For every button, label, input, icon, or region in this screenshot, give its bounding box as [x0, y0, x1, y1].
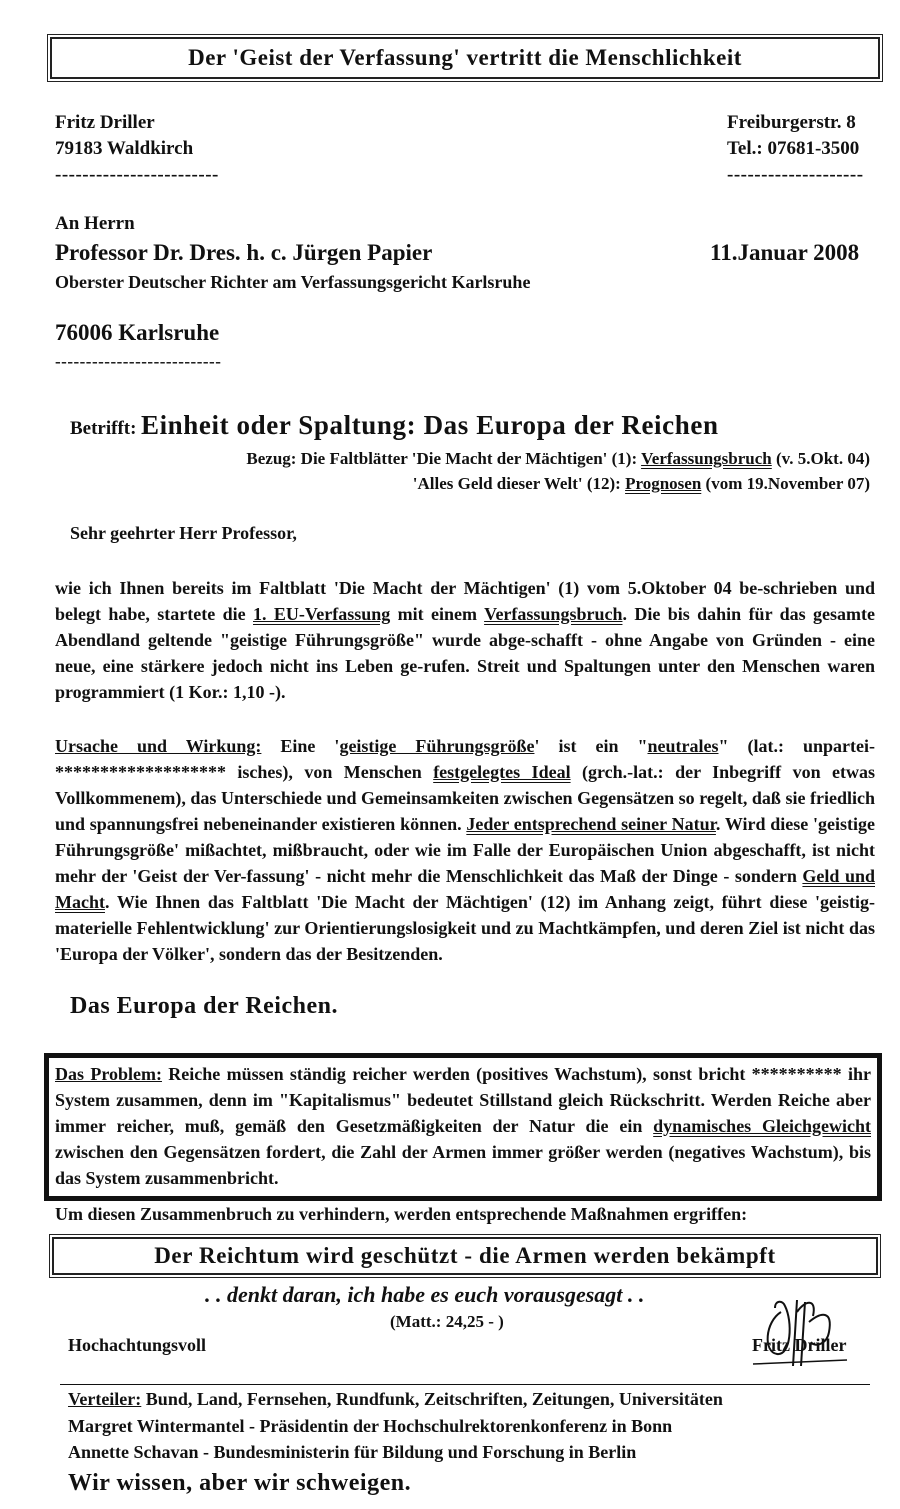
recipient-dash: --------------------------- — [55, 352, 222, 371]
final-line: Wir wissen, aber wir schweigen. — [68, 1470, 412, 1496]
recipient-name: Professor Dr. Dres. h. c. Jürgen Papier — [55, 240, 433, 265]
paragraph-2-ending: Das Europa der Reichen. — [70, 993, 338, 1019]
distribution-line-1 — [68, 1389, 723, 1410]
reference-2-suffix: (vom 19.November 07) — [701, 474, 870, 493]
sender-block — [55, 110, 219, 188]
greeting: Sehr geehrter Herr Professor, — [70, 523, 297, 543]
closing: Hochachtungsvoll — [68, 1335, 207, 1355]
reference-1-suffix: (v. 5.Okt. 04) — [771, 449, 870, 468]
p2-bold-4: Europäischen Union — [548, 840, 708, 860]
p2-bold-5: Geist der Ver-fassung — [137, 866, 305, 886]
p2-underline-1: festgelegtes Ideal — [433, 762, 571, 782]
sender-city: 79183 Waldkirch — [55, 138, 194, 159]
p2-bold-2: neutrales — [647, 736, 719, 756]
problem-text-2: ), sonst bricht — [636, 1064, 752, 1084]
subject-label: Betrifft: — [70, 418, 137, 439]
p2-text-11: ' zur Orientierungslosigkeit und zu Machtkämpfen, und deren Ziel ist nicht das 'Europa der Völker', sondern das der Besitzenden. — [55, 918, 875, 964]
p2-text-8: abgeschafft, ist nicht mehr der ' — [55, 840, 876, 886]
problem-text-3: ihr System zusammen, denn im " — [55, 1064, 871, 1110]
header-title: Der 'Geist der Verfassung' vertritt die Menschlichkeit — [188, 45, 742, 70]
p2-underline-3: Geld und Macht — [55, 866, 876, 912]
p2-text-7: ' mißachtet, mißbraucht, oder wie im Falle der — [174, 840, 549, 860]
subject-text: Einheit oder Spaltung: Das Europa der Reichen — [140, 410, 719, 440]
p2-text-3: " (lat.: unpartei- — [718, 736, 875, 756]
problem-bold-3: negatives Wachstum — [674, 1142, 833, 1162]
problem-heading: Das Problem: — [55, 1064, 162, 1084]
p1-underline-2: Verfassungsbruch — [484, 604, 623, 624]
p2-bold-3: geistige Führungsgröße — [55, 814, 875, 860]
distribution-rule — [60, 1384, 870, 1385]
letter-date: 11.Januar 2008 — [710, 240, 860, 265]
problem-bold-1: positives Wachstum — [482, 1064, 637, 1084]
p2-text-10: . Wie Ihnen das Faltblatt 'Die Macht der Mächtigen' (12) im Anhang zeigt, führt diese ' — [104, 892, 821, 912]
problem-underline-1: dynamisches Gleichgewicht — [653, 1116, 871, 1136]
problem-text-4: " bedeutet Stillstand gleich Rückschritt. Werden Reiche aber immer reicher, muß, gemäß den Gesetzmäßigkeiten der Natur die ein — [55, 1090, 871, 1136]
distribution-line-2: Margret Wintermantel - Präsidentin der Hochschulrektorenkonferenz in Bonn — [68, 1416, 673, 1436]
problem-stars: ********** — [751, 1064, 842, 1084]
header-box — [50, 37, 880, 79]
reference-1-prefix: Bezug: Die Faltblätter 'Die Macht der Mächtigen' (1): — [246, 449, 642, 468]
recipient-salutation: An Herrn — [55, 213, 135, 234]
sender-dash: ------------------------ — [55, 164, 219, 185]
problem-bold-2: Kapitalismus — [288, 1090, 392, 1110]
p1-text-4: " wurde abge-schafft - ohne Angabe von Gründen - eine neue, eine stärkere jedoch nicht ins Leben ge-rufen. Streit und Spaltungen unter den Menschen waren programmiert (1 Kor.: 1,10 -). — [55, 630, 875, 702]
sender-address-block — [727, 110, 864, 188]
p2-bold-6: geistig-materielle Fehlentwicklung — [55, 892, 875, 938]
p1-underline-1: 1. EU-Verfassung — [253, 604, 391, 624]
reference-line-2 — [413, 474, 870, 494]
bible-quote: . . denkt daran, ich habe es euch vorausgesagt . . — [205, 1282, 645, 1307]
reference-2-prefix: 'Alles Geld dieser Welt' (12): — [412, 474, 626, 493]
signature-name: Fritz Driller — [752, 1335, 847, 1355]
distribution-text-1: Bund, Land, Fernsehen, Rundfunk, Zeitschriften, Zeitungen, Universitäten — [141, 1389, 723, 1409]
p2-text-9: ' - nicht mehr die Menschlichkeit das Maß der Dinge - sondern — [304, 866, 803, 886]
p2-heading: Ursache und Wirkung: — [55, 736, 262, 756]
subject-line — [70, 410, 719, 441]
reference-1-bold: Verfassungsbruch — [641, 449, 772, 468]
p2-text-4: isches), von Menschen — [226, 762, 434, 782]
p1-text-2: mit einem — [390, 604, 485, 624]
problem-box — [44, 1053, 882, 1201]
recipient-city: 76006 Karlsruhe — [55, 320, 220, 345]
sender-dash-right: -------------------- — [727, 164, 864, 185]
p1-text-3: . Die bis dahin für das gesamte Abendland geltende " — [55, 604, 876, 650]
sender-street: Freiburgerstr. 8 — [727, 112, 856, 133]
p2-underline-2: Jeder entsprechend seiner Natur — [466, 814, 716, 834]
measures-line: Um diesen Zusammenbruch zu verhindern, werden entsprechende Maßnahmen ergriffen: — [55, 1204, 748, 1224]
distribution-line-3: Annette Schavan - Bundesministerin für Bildung und Forschung in Berlin — [68, 1442, 637, 1462]
paragraph-2 — [55, 733, 875, 967]
problem-text-5: zwischen den Gegensätzen fordert, die Zahl der Armen immer größer werden ( — [55, 1142, 675, 1162]
p1-bold-1: geistige Führungsgröße — [230, 630, 415, 650]
sender-tel: Tel.: 07681-3500 — [727, 138, 860, 159]
p1-text-1: wie ich Ihnen bereits im Faltblatt 'Die Macht der Mächtigen' (1) vom 5.Oktober 04 be-schrieben und belegt habe, startete die — [55, 578, 875, 624]
problem-text — [55, 1061, 871, 1191]
p2-stars: ******************* — [55, 762, 226, 782]
reference-2-bold: Prognosen — [625, 474, 702, 493]
recipient-title: Oberster Deutscher Richter am Verfassungsgericht Karlsruhe — [55, 272, 531, 292]
footer-box — [52, 1237, 878, 1275]
p2-text-5: (grch.-lat.: der Inbegriff von etwas Vollkommenem), das Unterschiede und Gemeinsamkeiten zwischen Gegensätzen so regelt, daß sie friedlich und spannungsfrei nebeneinander existieren können. — [55, 762, 875, 834]
p2-text-2: ' ist ein " — [534, 736, 648, 756]
reference-line-1 — [246, 449, 870, 469]
sender-name: Fritz Driller — [55, 112, 155, 133]
p2-text-1: Eine ' — [261, 736, 340, 756]
footer-box-text: Der Reichtum wird geschützt - die Armen werden bekämpft — [154, 1243, 776, 1268]
paragraph-1 — [55, 575, 875, 705]
problem-text-1: Reiche müssen ständig reicher werden ( — [161, 1064, 483, 1084]
bible-quote-ref: (Matt.: 24,25 - ) — [390, 1312, 504, 1331]
problem-text-6: ), bis das System zusammenbricht. — [55, 1142, 871, 1188]
p2-text-6: . Wird diese ' — [715, 814, 819, 834]
p2-bold-1: geistige Führungsgröße — [339, 736, 535, 756]
distribution-label: Verteiler: — [68, 1389, 142, 1409]
